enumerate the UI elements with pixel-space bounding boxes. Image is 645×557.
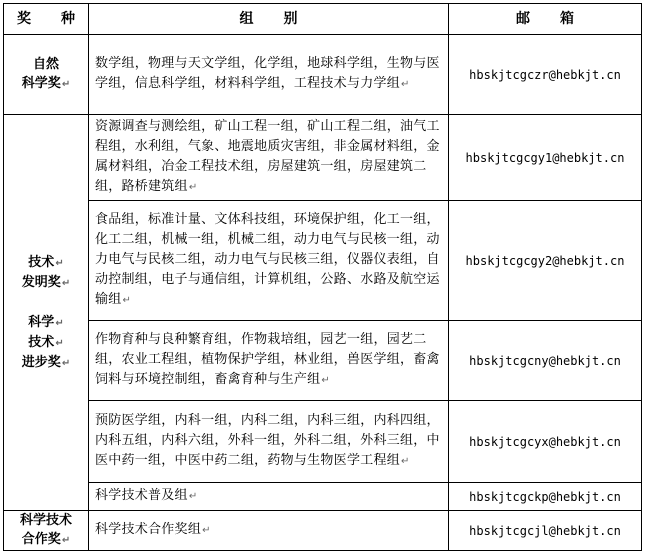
email-cell: hbskjtcgcny@hebkjt.cn <box>449 321 642 401</box>
table-row <box>4 321 642 401</box>
header-group: 组 别 <box>89 4 449 35</box>
email-cell: hbskjtcgcyx@hebkjt.cn <box>449 401 642 483</box>
email-cell: hbskjtcgcjl@hebkjt.cn <box>449 511 642 551</box>
table-header-row <box>4 4 642 35</box>
table-row <box>4 511 642 551</box>
email-cell: hbskjtcgcgy2@hebkjt.cn <box>449 201 642 321</box>
groups-cell: 数学组，物理与天文学组，化学组，地球科学组，生物与医学组，信息科学组，材料科学组，工程技术与力学组↵ <box>89 35 449 115</box>
email-cell: hbskjtcgckp@hebkjt.cn <box>449 483 642 511</box>
groups-cell: 作物育种与良种繁育组，作物栽培组，园艺一组，园艺二组，农业工程组，植物保护学组，林业组，兽医学组，畜禽饲料与环境控制组，畜禽育种与生产组↵ <box>89 321 449 401</box>
award-cooperation: 科学技术 合作奖↵ <box>4 511 89 551</box>
groups-cell: 预防医学组，内科一组，内科二组，内科三组，内科四组，内科五组，内科六组，外科一组，外科二组，外科三组，中医中药一组，中医中药二组，药物与生物医学工程组↵ <box>89 401 449 483</box>
table-row <box>4 483 642 511</box>
email-cell: hbskjtcgcgy1@hebkjt.cn <box>449 115 642 201</box>
award-groups-table <box>3 3 642 551</box>
header-email: 邮 箱 <box>449 4 642 35</box>
award-natural-science: 自然 科学奖↵ <box>4 35 89 115</box>
table-row <box>4 401 642 483</box>
table-row <box>4 201 642 321</box>
table-row <box>4 115 642 201</box>
header-award: 奖 种 <box>4 4 89 35</box>
award-invention-progress: 技术↵ 发明奖↵ 科学↵ 技术↵ 进步奖↵ <box>4 115 89 511</box>
groups-cell: 科学技术合作奖组↵ <box>89 511 449 551</box>
groups-cell: 科学技术普及组↵ <box>89 483 449 511</box>
table-row <box>4 35 642 115</box>
groups-cell: 资源调查与测绘组，矿山工程一组，矿山工程二组，油气工程组，水利组，气象、地震地质灾害组，非金属材料组，金属材料组，冶金工程技术组，房屋建筑一组，房屋建筑二组，路桥建筑组↵ <box>89 115 449 201</box>
email-cell: hbskjtcgczr@hebkjt.cn <box>449 35 642 115</box>
groups-cell: 食品组，标准计量、文体科技组，环境保护组，化工一组，化工二组，机械一组，机械二组，动力电气与民核一组，动力电气与民核二组，动力电气与民核三组，仪器仪表组，自动控制组，电子与通信组，计算机组，公路、水路及航空运输组↵ <box>89 201 449 321</box>
